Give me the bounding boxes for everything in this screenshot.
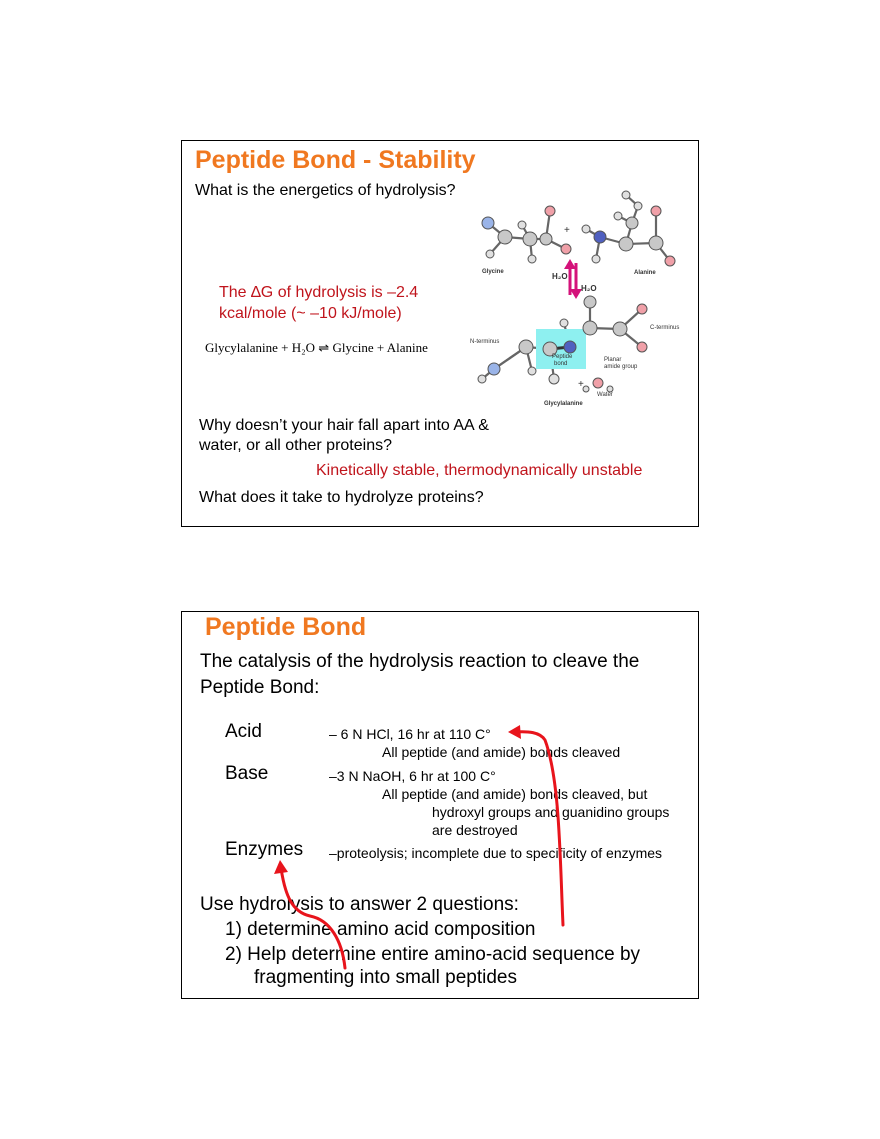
acid-note: All peptide (and amide) bonds cleaved bbox=[382, 744, 621, 760]
slide-title: Peptide Bond - Stability bbox=[195, 146, 476, 174]
alanine-label: Alanine bbox=[634, 270, 656, 276]
base-note-line-1: All peptide (and amide) bonds cleaved, but bbox=[382, 786, 648, 802]
water-label: Water bbox=[597, 392, 613, 398]
hair-question-line-1: Why doesn’t your hair fall apart into AA & bbox=[199, 417, 489, 434]
plus-bottom: + bbox=[578, 379, 584, 390]
delta-g-line-1: The ∆G of hydrolysis is –2.4 bbox=[219, 284, 419, 301]
hydrolysis-molecule-figure bbox=[460, 181, 690, 413]
base-note-line-2: hydroxyl groups and guanidino groups bbox=[432, 804, 670, 820]
use-item-1: 1) determine amino acid composition bbox=[225, 919, 536, 940]
enzymes-label: Enzymes bbox=[225, 839, 304, 860]
n-terminus-label: N-terminus bbox=[470, 339, 500, 345]
use-item-2-line-2: fragmenting into small peptides bbox=[254, 967, 517, 988]
acid-label: Acid bbox=[225, 721, 262, 742]
water-top-label: H₂O bbox=[552, 272, 568, 281]
slide-title: Peptide Bond bbox=[205, 613, 367, 641]
energetics-question: What is the energetics of hydrolysis? bbox=[195, 182, 456, 199]
glycine-label: Glycine bbox=[482, 269, 504, 275]
c-terminus-label: C-terminus bbox=[650, 325, 680, 331]
planar-label-1: Planar bbox=[604, 357, 622, 363]
base-condition: –3 N NaOH, 6 hr at 100 C° bbox=[329, 768, 496, 784]
planar-label-2: amide group bbox=[604, 364, 638, 370]
water-right-label: H₂O bbox=[581, 284, 597, 293]
peptide-bond-label-1: Peptide bbox=[552, 354, 573, 360]
enzymes-condition: –proteolysis; incomplete due to specificity of enzymes bbox=[329, 845, 663, 861]
hydrolyze-question: What does it take to hydrolyze proteins? bbox=[199, 489, 484, 506]
base-label: Base bbox=[225, 763, 269, 784]
base-note-line-3: are destroyed bbox=[432, 822, 518, 838]
intro-line-2: Peptide Bond: bbox=[200, 677, 320, 698]
use-hydrolysis-heading: Use hydrolysis to answer 2 questions: bbox=[200, 894, 519, 915]
intro-line-1: The catalysis of the hydrolysis reaction to cleave the bbox=[200, 651, 640, 672]
glycylalanine-label: Glycylalanine bbox=[544, 401, 583, 407]
delta-g-line-2: kcal/mole (~ –10 kJ/mole) bbox=[219, 305, 402, 322]
hair-question-line-2: water, or all other proteins? bbox=[199, 437, 392, 454]
use-item-2-line-1: 2) Help determine entire amino-acid sequence by bbox=[225, 944, 641, 965]
plus-top: + bbox=[564, 225, 570, 236]
peptide-bond-label-2: bond bbox=[554, 361, 568, 367]
hydrolysis-equation: Glycylalanine + H₂O ⇌ Glycine + Alanine bbox=[205, 340, 428, 355]
slide-peptide-bond-hydrolysis bbox=[181, 611, 699, 999]
slide-peptide-bond-stability bbox=[181, 140, 699, 527]
acid-condition: – 6 N HCl, 16 hr at 110 C° bbox=[329, 726, 491, 742]
kinetic-stability-answer: Kinetically stable, thermodynamically unstable bbox=[316, 462, 643, 479]
